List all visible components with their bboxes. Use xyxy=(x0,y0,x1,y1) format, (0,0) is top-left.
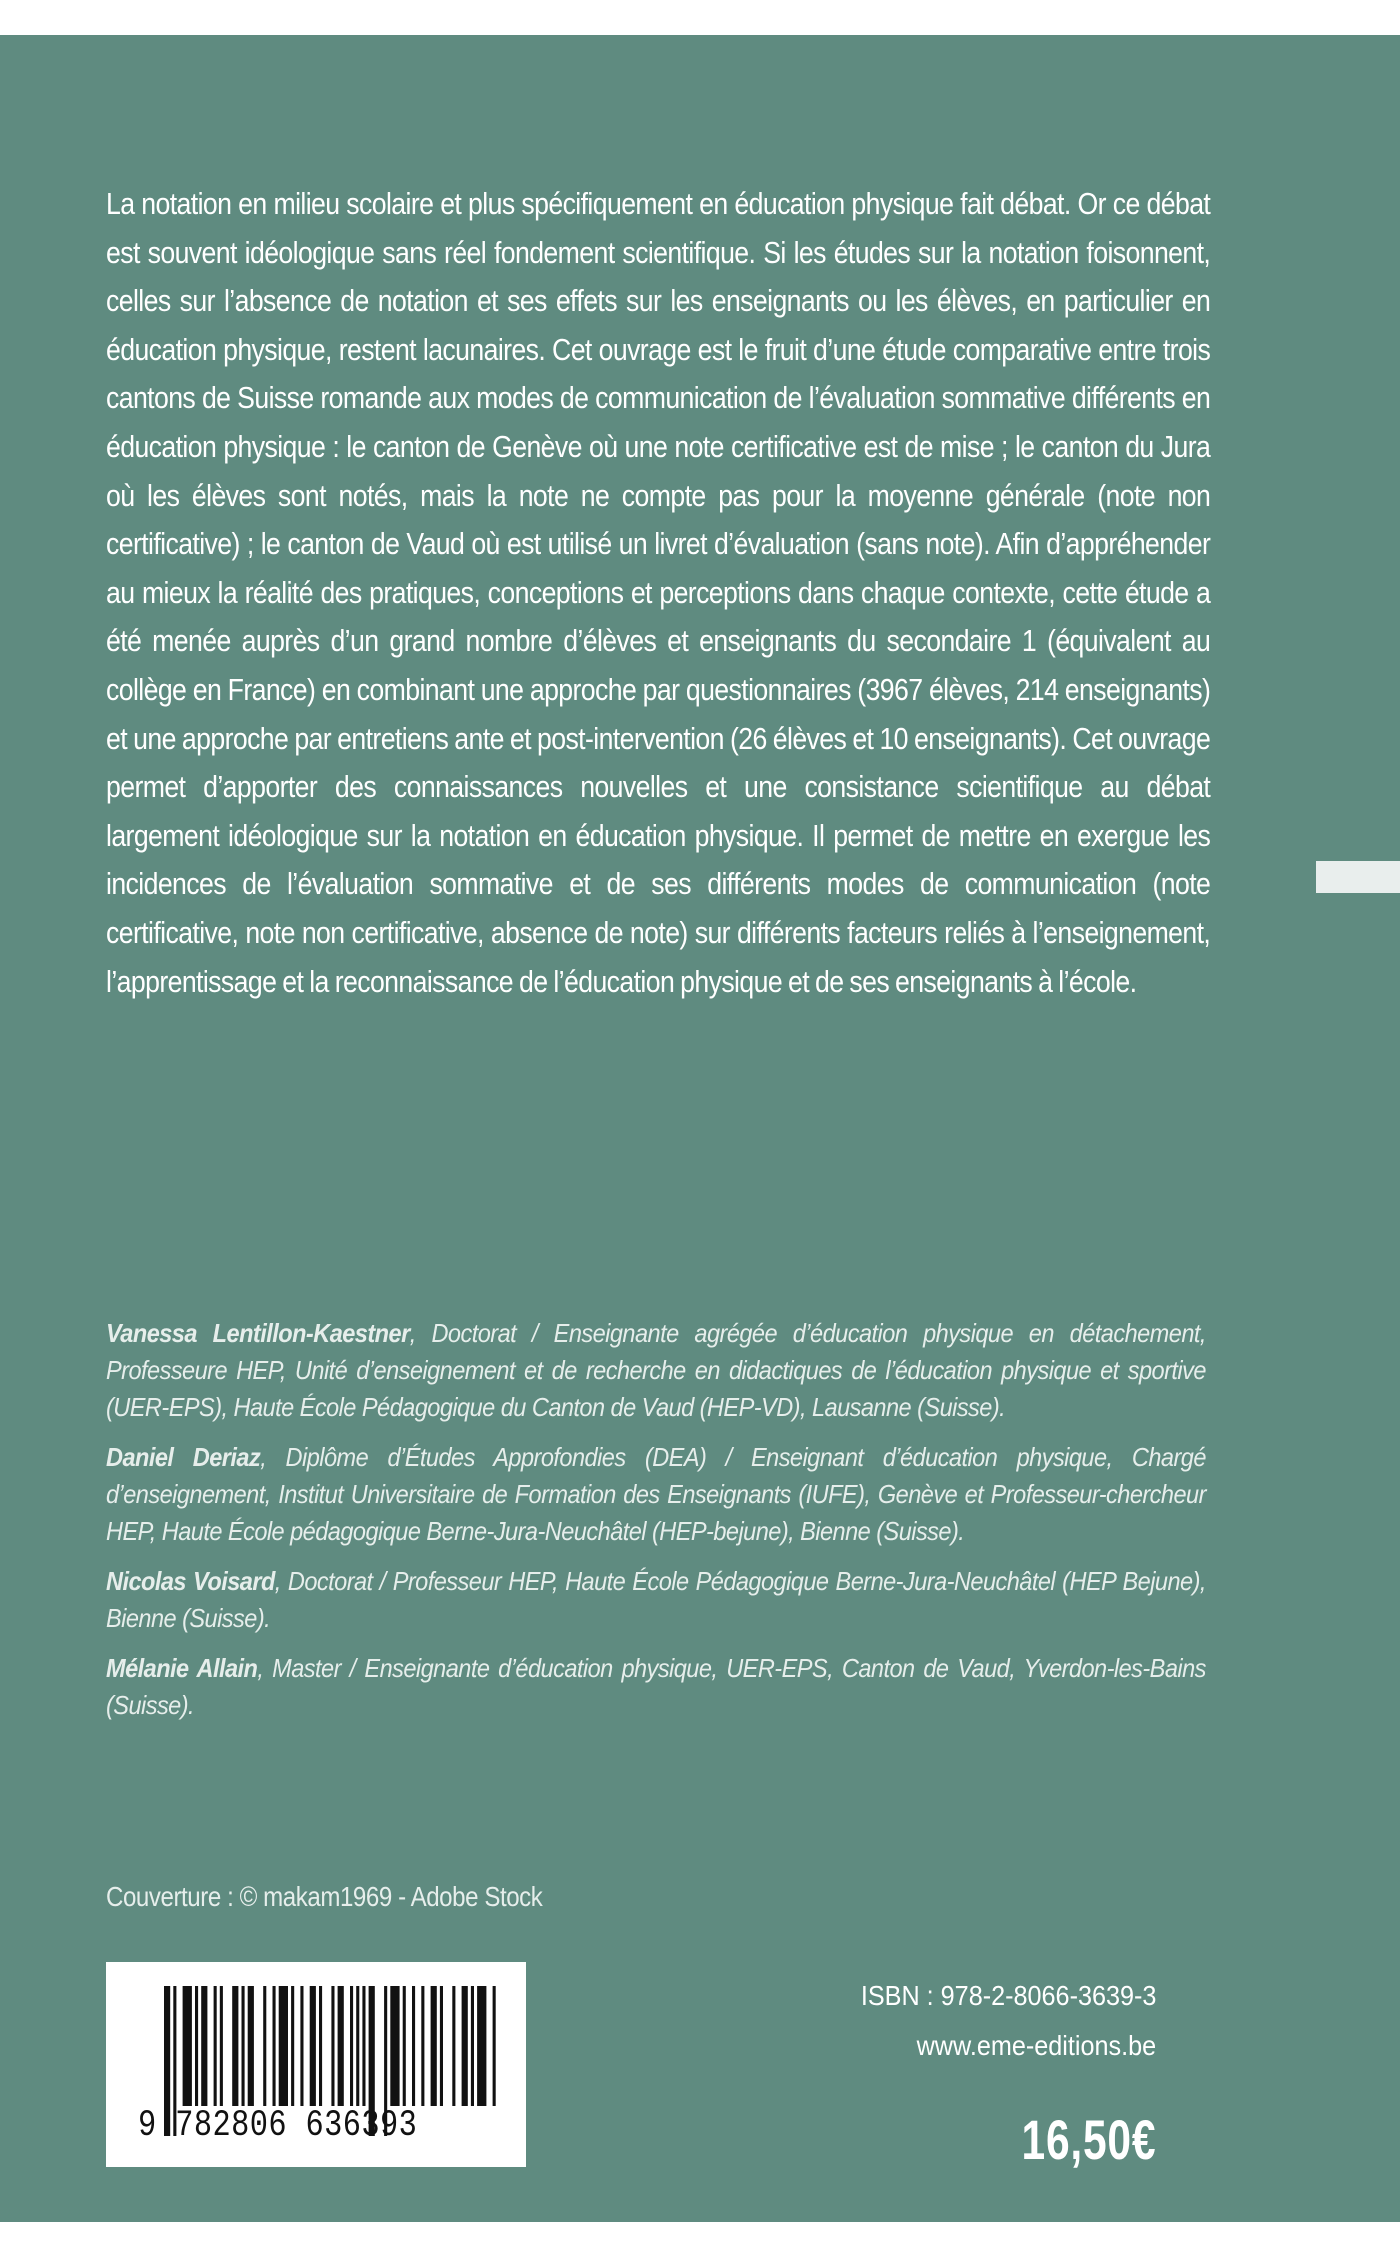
barcode-bar xyxy=(279,1986,288,2106)
barcode-bar xyxy=(195,1986,198,2106)
author-bios xyxy=(106,1315,1206,1737)
author-bio xyxy=(106,1563,1206,1637)
barcode-bar xyxy=(242,1986,245,2106)
barcode-bar xyxy=(263,1986,266,2106)
barcode-bar xyxy=(220,1986,223,2106)
barcode-bar xyxy=(319,1986,322,2106)
barcode-bar xyxy=(232,1986,238,2106)
author-name: Vanessa Lentillon-Kaestner xyxy=(106,1318,410,1348)
barcode-digits: 9 782806 636393 xyxy=(138,2105,418,2147)
barcode-bar xyxy=(214,1986,217,2106)
author-bio xyxy=(106,1439,1206,1550)
barcode-bar xyxy=(390,1986,399,2106)
author-details: , Diplôme d’Études Approfondies (DEA) / Enseignant d’éducation physique, Chargé d’enseignement, Institut Universitaire de Formation des Enseignants (IUFE), Genève et Professeur-chercheur HEP, Haute École pédagogique Berne-Jura-Neuchâtel (HEP-bejune), Bienne (Suisse). xyxy=(106,1442,1206,1546)
barcode-bar xyxy=(421,1986,424,2106)
barcode-bar xyxy=(431,1986,437,2106)
barcode-bar xyxy=(493,1986,496,2106)
barcode-bar xyxy=(477,1986,486,2106)
isbn: ISBN : 978-2-8066-3639-3 xyxy=(860,1980,1156,2011)
barcode-bar xyxy=(412,1986,415,2106)
price: 16,50€ xyxy=(1021,2108,1156,2171)
barcode-bar xyxy=(350,1986,353,2106)
barcode-bar xyxy=(362,1986,365,2106)
barcode-bar xyxy=(273,1986,276,2106)
barcode-bar xyxy=(338,1986,344,2106)
author-name: Nicolas Voisard xyxy=(106,1566,275,1596)
author-name: Mélanie Allain xyxy=(106,1653,258,1683)
barcode-bar xyxy=(403,1986,406,2106)
barcode-bar xyxy=(291,1986,294,2106)
barcode-bar xyxy=(310,1986,316,2106)
author-details: , Doctorat / Enseignante agrégée d’éducation physique en détachement, Professeure HEP, Unité d’enseignement et de recherche en didactiques de l’éducation physique et sportive (UER-EPS), Haute École Pédagogique du Canton de Vaud (HEP-VD), Lausanne (Suisse). xyxy=(106,1318,1206,1422)
book-blurb: La notation en milieu scolaire et plus spécifiquement en éducation physique fait débat. Or ce débat est souvent idéologique sans réel fondement scientifique. Si les études sur la notation foisonnent, celles sur l’absence de notation et ses effets sur les enseignants ou les élèves, en particulier en éducation physique, restent lacunaires. Cet ouvrage est le fruit d’une étude comparative entre trois cantons de Suisse romande aux modes de communication de l’évaluation sommative différents en éducation physique : le canton de Genève où une note certificative est de mise ; le canton du Jura où les élèves sont notés, mais la note ne compte pas pour la moyenne générale (note non certificative) ; le canton de Vaud où est utilisé un livret d’évaluation (sans note). Afin d’appréhender au mieux la réalité des pratiques, conceptions et perceptions dans chaque contexte, cette étude a été menée auprès d’un grand nombre d’élèves et enseignants du secondaire 1 (équivalent au collège en France) en combinant une approche par questionnaires (3967 élèves, 214 enseignants) et une approche par entretiens ante et post-intervention (26 élèves et 10 enseignants). Cet ouvrage permet d’apporter des connaissances nouvelles et une consistance scientifique au débat largement idéologique sur la notation en éducation physique. Il permet de mettre en exergue les incidences de l’évaluation sommative et de ses différents modes de communication (note certificative, note non certificative, absence de note) sur différents facteurs reliés à l’enseignement, l’apprentissage et la reconnaissance de l’éducation physique et de ses enseignants à l’école. xyxy=(106,186,1211,999)
cover-photo-credit: Couverture : © makam1969 - Adobe Stock xyxy=(106,1881,543,1912)
barcode-bar xyxy=(462,1986,468,2106)
barcode-bar xyxy=(452,1986,455,2106)
barcode-bar xyxy=(201,1986,207,2106)
barcode-bar xyxy=(471,1986,474,2106)
back-cover xyxy=(0,35,1400,2222)
barcode xyxy=(106,1962,526,2167)
barcode-bar xyxy=(300,1986,303,2106)
author-bio xyxy=(106,1650,1206,1724)
author-details: , Master / Enseignante d’éducation physique, UER-EPS, Canton de Vaud, Yverdon-les-Bains (Suisse). xyxy=(106,1653,1206,1720)
barcode-bar xyxy=(331,1986,334,2106)
barcode-bar xyxy=(248,1986,254,2106)
spine-edge-marker xyxy=(1316,861,1400,893)
barcode-bar xyxy=(440,1986,443,2106)
author-name: Daniel Deriaz xyxy=(106,1442,261,1472)
barcode-bar xyxy=(356,1986,359,2106)
author-details: , Doctorat / Professeur HEP, Haute École Pédagogique Berne-Jura-Neuchâtel (HEP Bejune), Bienne (Suisse). xyxy=(106,1566,1206,1633)
publisher-website: www.eme-editions.be xyxy=(916,2030,1156,2061)
barcode-bar xyxy=(183,1986,192,2106)
author-bio xyxy=(106,1315,1206,1426)
